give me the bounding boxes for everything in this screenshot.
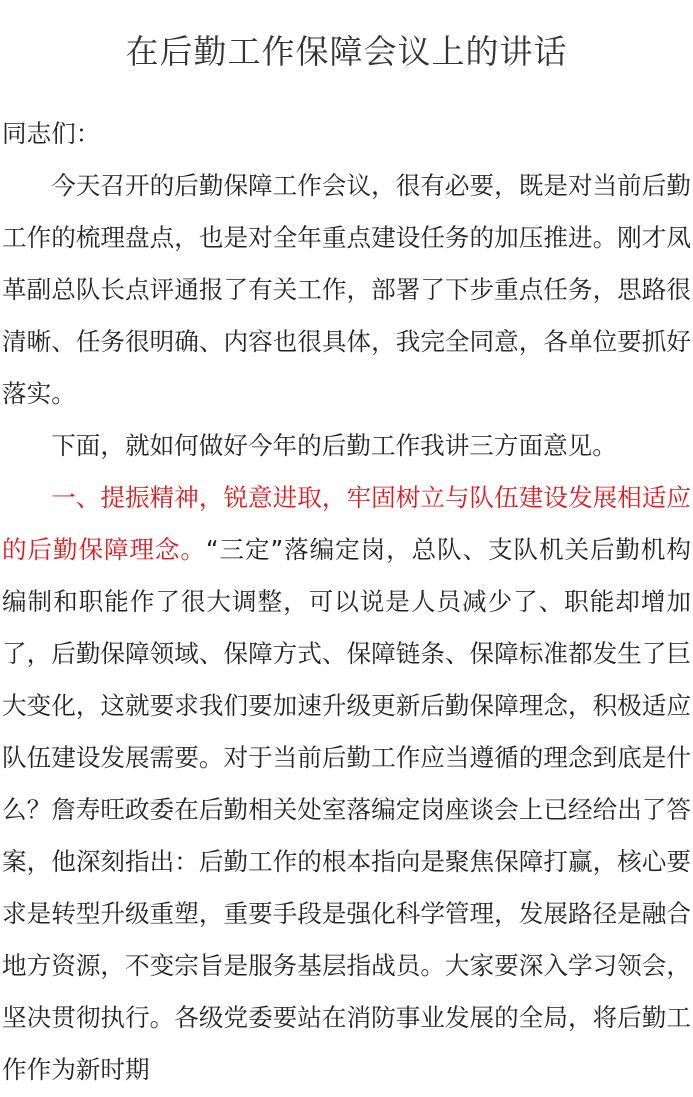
salutation: 同志们： xyxy=(2,119,101,148)
paragraph-outline-text: 下面，就如何做好今年的后勤工作我讲三方面意见。 xyxy=(51,431,617,460)
paragraph-opening xyxy=(2,160,691,420)
section-one-body: “三定”落编定岗，总队、支队机关后勤机构编制和职能作了很大调整，可以说是人员减少了、职能却增加了，后勤保障领域、保障方式、保障链条、保障标准都发生了巨大变化，这就要求我们要加速升级更新后勤保障理念，积极适应队伍建设发展需要。对于当前后勤工作应当遵循的理念到底是什么？詹寿旺政委在后勤相关处室落编定岗座谈会上已经给出了答案，他深刻指出：后勤工作的根本指向是聚焦保障打赢，核心要求是转型升级重塑，重要手段是强化科学管理，发展路径是融合地方资源，不变宗旨是服务基层指战员。大家要深入学习领会，坚决贯彻执行。各级党委要站在消防事业发展的全局，将后勤工作作为新时期 xyxy=(2,535,691,1084)
paragraph-section-one xyxy=(2,472,691,1096)
section-one-heading: 一、提振精神，锐意进取，牢固树立与队伍建设发展相适应的后勤保障理念。 xyxy=(2,483,691,564)
paragraph-outline xyxy=(2,420,691,472)
paragraph-opening-text: 今天召开的后勤保障工作会议，很有必要，既是对当前后勤工作的梳理盘点，也是对全年重点建设任务的加压推进。刚才凤革副总队长点评通报了有关工作，部署了下步重点任务，思路很清晰、任务很明确、内容也很具体，我完全同意，各单位要抓好落实。 xyxy=(2,171,691,408)
document-title: 在后勤工作保障会议上的讲话 xyxy=(125,32,568,71)
